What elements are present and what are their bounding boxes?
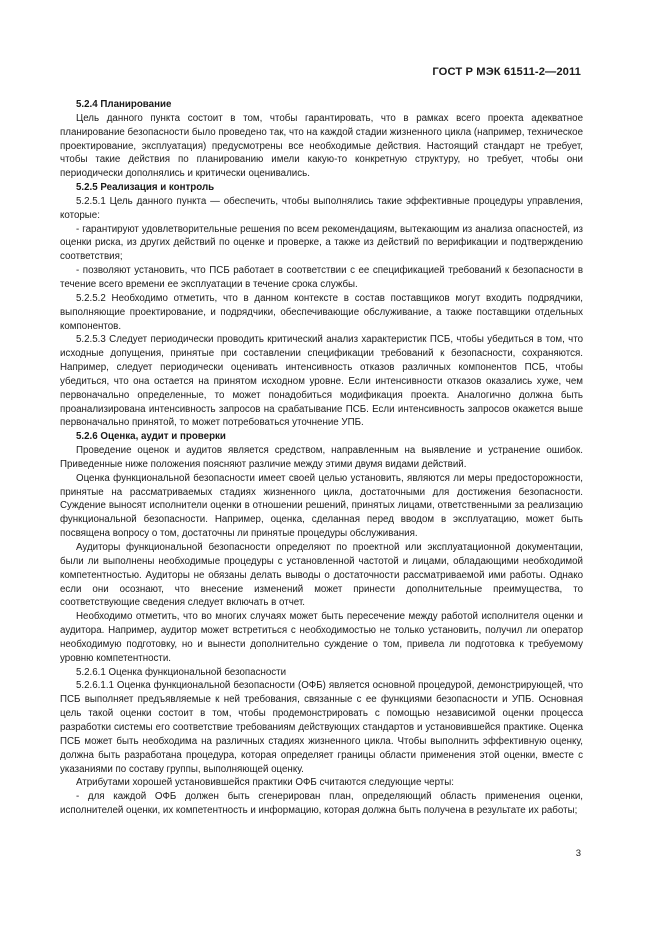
paragraph: 5.2.6.1.1 Оценка функциональной безопасности (ОФБ) является основной процедурой, демонстрирующей, что ПСБ выполняет предъявляемые к ней требования, связанные с ее функциями безопасности и УПБ. Основная цель такой оценки состоит в том, чтобы продемонстрировать с помощью независимой оценки процесса разработки системы его соответствие требованиям действующих стандартов и установившейся практике. Оценка ПСБ может быть необходима на различных стадиях жизненного цикла. Чтобы выполнить эффективную оценку, должна быть разработана процедура, которая определяет границы области применения этой оценки, вместе с указаниями по составу группы, выполняющей оценку.: [60, 680, 583, 775]
list-item: - гарантируют удовлетворительные решения по всем рекомендациям, вытекающим из анализа опасностей, из оценки риска, из других действий по оценке и проверке, а также из действий по верификации и подтверждению соответствия;: [60, 223, 583, 263]
section-heading: 5.2.5 Реализация и контроль: [76, 182, 215, 194]
paragraph: 5.2.5.2 Необходимо отметить, что в данном контексте в состав поставщиков могут входить подрядчики, выполняющие проектирование, и подрядчики, обеспечивающие обслуживание, а также поставщики отдельных компонентов.: [60, 292, 583, 332]
paragraph: Необходимо отметить, что во многих случаях может быть пересечение между работой исполнителя оценки и аудитора. Например, аудитор может встретиться с необходимостью не только установить, получил ли оператор необходимую подготовку, но и вынести дополнительно суждение о том, привела ли подготовка к требуемому уровню компетентности.: [60, 611, 583, 664]
document-body: [60, 98, 583, 818]
section-heading: 5.2.4 Планирование: [76, 99, 172, 110]
paragraph: 5.2.5.3 Следует периодически проводить критический анализ характеристик ПСБ, чтобы убедиться в том, что исходные допущения, принятые при составлении спецификации требований к безопасности, сохраняются. Например, следует периодически оценивать интенсивность отказов различных компонентов ПСБ, чтобы убедиться, что она остается на принятом исходном уровне. Если интенсивности отказов оказались хуже, чем первоначально определенные, то может понадобиться модификация проекта. Аналогично должна быть проанализирована интенсивность запросов на срабатывание ПСБ. Если интенсивность запросов окажется выше первоначально принятой, то может потребоваться уточнение УПБ.: [60, 334, 583, 429]
paragraph: 5.2.5.1 Цель данного пункта — обеспечить, чтобы выполнялись такие эффективные процедуры управления, которые:: [60, 195, 583, 221]
paragraph: Атрибутами хорошей установившейся практики ОФБ считаются следующие черты:: [76, 777, 454, 789]
section-heading: 5.2.6 Оценка, аудит и проверки: [76, 431, 226, 443]
paragraph: Цель данного пункта состоит в том, чтобы гарантировать, что в рамках всего проекта адекватное планирование безопасности было проведено так, что на каждой стадии жизненного цикла (например, техническое проектирование, эксплуатация) предусмотрены все необходимые действия. Настоящий стандарт не требует, чтобы такие действия по планированию имели какую-то конкретную структуру, но требует, чтобы они периодически дополнялись и критически оценивались.: [60, 112, 583, 180]
paragraph: Оценка функциональной безопасности имеет своей целью установить, являются ли меры предосторожности, принятые на рассматриваемых стадиях жизненного цикла, достаточными для достижения безопасности. Суждение выносят исполнители оценки в отношении решений, принятых лицами, ответственными за реализацию функциональной безопасности. Например, оценка, сделанная перед вводом в эксплуатацию, может быть посвящена вопросу о том, достаточны ли принятые процедуры обслуживания.: [60, 472, 583, 540]
list-item: - позволяют установить, что ПСБ работает в соответствии с ее спецификацией требований к безопасности в течение всего времени ее эксплуатации в течение срока службы.: [60, 265, 583, 290]
document-header: ГОСТ Р МЭК 61511-2—2011: [432, 66, 581, 78]
subsection-title: 5.2.6.1 Оценка функциональной безопасности: [76, 666, 287, 678]
paragraph: Аудиторы функциональной безопасности определяют по проектной или эксплуатационной документации, были ли выполнены необходимые процедуры с установленной частотой и лицами, обладающими необходимой компетентностью. Аудиторы не обязаны делать выводы о достаточности рассматриваемой ими работы. Однако если они осознают, что внесение изменений может принести дополнительные преимущества, то соответствующие сведения следует включать в отчет.: [60, 542, 583, 609]
list-item: - для каждой ОФБ должен быть сгенерирован план, определяющий область применения оценки, исполнителей оценки, их компетентность и информацию, которая должна быть получена в результате их работы;: [60, 791, 583, 817]
page-number: 3: [575, 848, 581, 859]
paragraph: Проведение оценок и аудитов является средством, направленным на выявление и устранение ошибок. Приведенные ниже положения поясняют различие между этими двумя видами действий.: [60, 445, 583, 470]
